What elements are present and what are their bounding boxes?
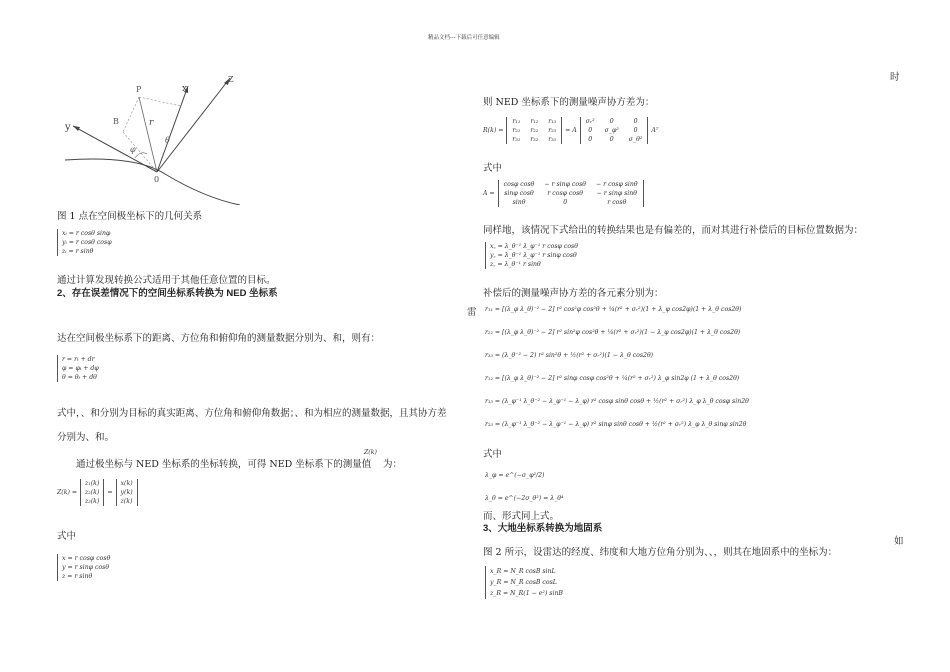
paragraph-ned-transform: 通过极坐标与 NED 坐标系的坐标转换，可得 NED 坐标系下的测量值 xyxy=(76,459,372,470)
page-header: 精品文档---下载后可任意编辑 xyxy=(428,35,500,41)
equation-7-line: y_R = N_R cosB cosL xyxy=(490,579,557,586)
label-phi: φ xyxy=(130,145,136,154)
paragraph-conversion-note: 通过计算发现转换公式适用于其他任意位置的目标。 xyxy=(57,275,276,286)
figure-1-caption: 图 1 点在空间极坐标下的几何关系 xyxy=(57,211,203,222)
a-transpose: Aᵀ xyxy=(651,127,659,134)
r-matrix-lhs: R(k) = xyxy=(483,127,504,134)
label-where-3: 式中 xyxy=(483,449,503,460)
equation-3: Z(k) = z₁(k) z₂(k) z₃(k) = x(k) y(k) z(k) xyxy=(57,479,138,506)
paragraph-variables: 式中，、和分别为目标的真实距离、方位角和俯仰角数据；、和为相应的测量数据，且其协方差 xyxy=(57,408,447,419)
equation-1 xyxy=(57,229,112,256)
equation-7-line: z_R = N_R(1 − e²) sinB xyxy=(490,590,563,597)
equation-1-line: xᵢ = r cosθ sinφ xyxy=(62,230,111,237)
equation-7 xyxy=(485,566,563,599)
vector-entry: z(k) xyxy=(120,498,133,505)
paragraph-covariance-elements: 补偿后的测量噪声协方差的各元素分别为： xyxy=(483,288,664,299)
equation-2 xyxy=(57,355,99,382)
equation-6-line: r₂₂ = [(λ_φ λ_θ)⁻² − 2] r² sin²φ cos²θ + ¼(r² + σᵣ²)(1 − λ_φ cos2φ)(1 + λ_θ cos2θ) xyxy=(485,329,741,336)
margin-note-lei: 雷 xyxy=(467,307,477,318)
equation-7-line: x_R = N_R cosB sinL xyxy=(490,568,556,575)
label-where: 式中 xyxy=(57,531,77,542)
a-matrix: cosφ cosθ − r sinφ cosθ − r cosφ sinθ sinφ cosθ r cosφ cosθ − r sinφ sinθ sinθ 0 r cosθ xyxy=(498,180,644,207)
label-y: y xyxy=(65,122,71,133)
label-r: r xyxy=(149,118,154,128)
paragraph-same-form: 而、形式同上式。 xyxy=(483,511,560,522)
section-heading-2: 2、存在误差情况下的空间坐标系转换为 NED 坐标系 xyxy=(57,288,278,299)
equation-lambda-theta: λ_θ = e^(−2σ_θ²) = λ_θ⁴ xyxy=(485,495,564,502)
r-matrix: r₁₁ r₁₂ r₁₃ r₂₁ r₂₂ r₂₃ r₃₁ r₃₂ r₃₃ xyxy=(506,117,562,144)
equation-6 xyxy=(485,306,749,444)
margin-note-ru: 如 xyxy=(894,536,904,547)
equation-6-line: r₁₂ = [(λ_φ λ_θ)⁻² − 2] r² sinφ cosφ cos²θ + ¼(r² + σᵣ²) λ_φ sin2φ (1 + λ_θ cos2θ) xyxy=(485,375,740,382)
equation-1-line: zᵢ = r sinθ xyxy=(62,248,94,255)
equation-5 xyxy=(485,242,578,269)
vector-entry: z₃(k) xyxy=(85,498,100,505)
r-matrix-mid: = A xyxy=(565,127,577,134)
a-matrix-lhs: A = xyxy=(483,190,495,197)
equation-3-vector-xyz xyxy=(116,479,138,506)
equation-6-line: r₃₃ = (λ_θ⁻² − 2) r² sin²θ + ½(r² + σᵣ²)(1 − λ_θ cos2θ) xyxy=(485,352,654,359)
equation-2-line: θ = θₜ + dθ xyxy=(62,374,97,381)
equation-6-line: r₁₃ = (λ_φ⁻¹ λ_θ⁻² − λ_φ⁻¹ − λ_φ) r² cosφ sinθ cosθ + ½(r² + σᵣ²) λ_φ λ_θ cosφ sin2θ xyxy=(485,398,749,405)
label-theta: θ xyxy=(165,136,170,145)
vector-entry: x(k) xyxy=(120,480,133,487)
equation-6-line: r₁₁ = [(λ_φ λ_θ)⁻² − 2] r² cos²φ cos²θ + ¼(r² + σᵣ²)(1 + λ_φ cos2φ)(1 + λ_θ cos2θ) xyxy=(485,306,742,313)
vector-entry: z₂(k) xyxy=(85,489,100,496)
equation-5-line: x꜀ = λ_θ⁻¹ λ_φ⁻¹ r cosφ cosθ xyxy=(490,243,578,250)
figure-1-diagram xyxy=(55,70,255,205)
equation-4-line: z = r sinθ xyxy=(62,573,93,580)
paragraph-variables-cont: 分别为、和。 xyxy=(57,432,115,443)
equation-4-line: x = r cosφ cosθ xyxy=(62,555,111,562)
measurement-symbol: Z(k) xyxy=(364,449,377,456)
equation-3-lhs: Z(k) = xyxy=(57,489,78,496)
equation-r-matrix xyxy=(483,117,658,144)
section-heading-3: 3、大地坐标系转换为地固系 xyxy=(483,523,603,534)
label-p: P xyxy=(136,85,142,94)
equation-2-line: r = rₜ + dr xyxy=(62,356,95,363)
paragraph-measurement: 达在空间极坐标系下的距离、方位角和俯仰角的测量数据分别为、和，则有： xyxy=(57,333,381,344)
paragraph-ned-transform-end: 为： xyxy=(383,459,403,470)
label-o: 0 xyxy=(154,175,160,184)
paragraph-geodetic: 图 2 所示，设雷达的经度、纬度和大地方位角分别为、、，则其在地固系中的坐标为： xyxy=(483,547,838,558)
equation-lambda-phi: λ_φ = e^(−σ_φ²/2) xyxy=(485,472,545,479)
label-where-2: 式中 xyxy=(483,163,503,174)
equation-a-matrix xyxy=(483,180,644,207)
margin-note-shi: 时 xyxy=(890,72,900,83)
paragraph-compensation: 同样地，该情况下式给出的转换结果也是有偏差的，而对其进行补偿后的目标位置数据为： xyxy=(483,225,864,236)
equation-2-line: φ = φₜ + dφ xyxy=(62,365,99,372)
label-z: Z xyxy=(228,75,234,84)
equation-6-line: r₂₃ = (λ_φ⁻¹ λ_θ⁻² − λ_φ⁻¹ − λ_φ) r² sinφ sinθ cosθ + ½(r² + σᵣ²) λ_φ λ_θ sinφ sin2θ xyxy=(485,421,747,428)
vector-entry: z₁(k) xyxy=(85,480,100,487)
equation-5-line: y꜀ = λ_θ⁻¹ λ_φ⁻¹ r sinφ cosθ xyxy=(490,252,577,259)
label-x: x xyxy=(182,84,188,94)
vector-entry: y(k) xyxy=(120,489,133,496)
label-b: B xyxy=(113,117,119,126)
equation-3-vector-z xyxy=(80,479,104,506)
equation-4 xyxy=(57,554,110,581)
equation-4-line: y = r sinφ cosθ xyxy=(62,564,110,571)
sigma-matrix: σᵣ² 0 0 0 σ_φ² 0 0 0 σ_θ² xyxy=(580,117,649,144)
paragraph-noise-covariance: 则 NED 坐标系下的测量噪声协方差为： xyxy=(483,97,655,108)
equation-1-line: yᵢ = r cosθ cosφ xyxy=(62,239,112,246)
equation-5-line: z꜀ = λ_θ⁻¹ r sinθ xyxy=(490,261,541,268)
